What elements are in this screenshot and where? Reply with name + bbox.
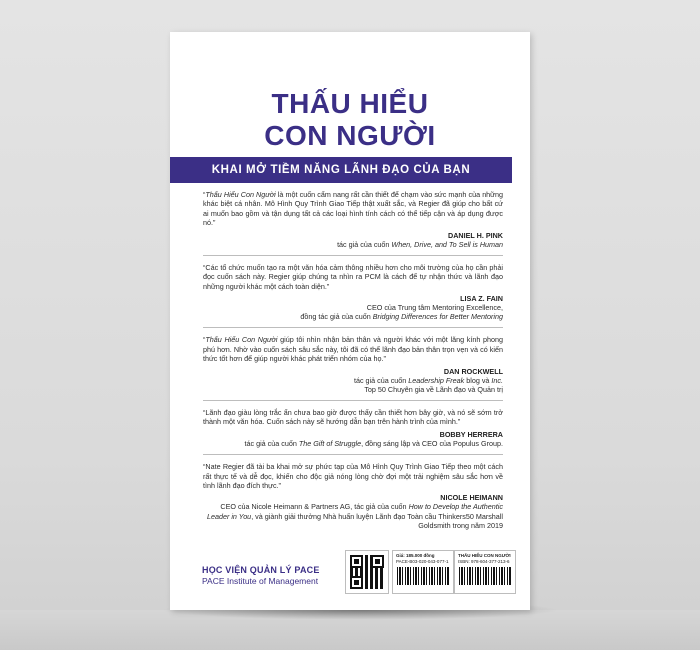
- endorsement-author: DANIEL H. PINK: [448, 230, 503, 240]
- barcode-bars: [459, 567, 511, 585]
- publisher-name-en: PACE Institute of Management: [202, 576, 319, 586]
- book-back-cover: [170, 32, 530, 610]
- endorsement-author: DAN ROCKWELL: [443, 366, 503, 376]
- isbn-barcode: [454, 550, 516, 594]
- barcode-bars: [397, 567, 449, 585]
- endorsement: [203, 408, 503, 448]
- endorsement-author-desc: tác giả của cuốn The Gift of Struggle, đồng sáng lập và CEO của Populus Group.: [244, 438, 503, 448]
- endorsement-author-desc: CEO của Trung tâm Mentoring Excellence, đồng tác giả của cuốn Bridging Differences for Better Mentoring: [300, 303, 503, 322]
- endorsement-quote: “Thấu Hiểu Con Người là một cuốn cẩm nang rất cần thiết để chạm vào sức mạnh của những khác biệt cá nhân. Mô Hình Quy Trình Giao Tiếp thật xuất sắc, và Regier đã giúp cho bất cứ ai muốn bao gồm và tận dụng tất cả các loại hình tính cách có thể tiếp cận và áp dụng được nó.”: [203, 190, 503, 228]
- barcode-price: Giá: 185.000 đồng: [396, 553, 435, 558]
- endorsement-author-desc: CEO của Nicole Heimann & Partners AG, tác giả của cuốn How to Develop the Authentic Leader in You, và giành giải thưởng Nhà huấn luyện Lãnh đạo Toàn cầu Thinkers50 Marshall Goldsmith trong năm 2019: [206, 502, 503, 530]
- endorsement-quote: “Thấu Hiểu Con Người giúp tôi nhìn nhận bản thân và người khác với một lăng kính phong phú hơn. Nhờ vào cuốn sách sâu sắc này, tôi đã có thể lãnh đạo bản thân trọn vẹn và có kiến thức tốt hơn để giúp người khác phát triển nhóm của họ.”: [203, 335, 503, 364]
- endorsement-quote: “Lãnh đạo giàu lòng trắc ẩn chưa bao giờ được thấy cần thiết hơn bây giờ, và nó sẽ sớm trở thành một văn hóa. Cuốn sách này sẽ hướng dẫn bạn trên hành trình của mình.”: [203, 408, 503, 427]
- endorsement-author: BOBBY HERRERA: [439, 429, 503, 439]
- qr-code-icon: [345, 550, 389, 594]
- endorsement-author-desc: tác giả của cuốn When, Drive, and To Sell is Human: [337, 239, 503, 249]
- divider: [203, 454, 503, 455]
- endorsement: [203, 335, 503, 394]
- endorsements: [203, 190, 503, 530]
- divider: [203, 255, 503, 256]
- price-barcode: [392, 550, 454, 594]
- divider: [203, 327, 503, 328]
- book-title-line-1: THẤU HIỂU: [271, 88, 429, 119]
- endorsement: [203, 190, 503, 249]
- barcode-isbn: ISBN: 978-604-377-213-6: [458, 558, 510, 564]
- book-title-line-2: CON NGƯỜI: [264, 120, 436, 151]
- endorsement: [203, 462, 503, 530]
- endorsement-author: LISA Z. FAIN: [460, 294, 503, 304]
- endorsement-author-desc: tác giả của cuốn Leadership Freak blog và Inc. Top 50 Chuyên gia về Lãnh đạo và Quản trị: [353, 375, 503, 394]
- barcode-title: THẤU HIỂU CON NGƯỜI: [458, 553, 511, 558]
- publisher-logo: [202, 565, 320, 586]
- barcode-code: PACE-B03-020-043-077-1: [396, 558, 449, 564]
- publisher-name-vn: HỌC VIỆN QUẢN LÝ PACE: [202, 565, 320, 575]
- endorsement: [203, 263, 503, 322]
- endorsement-author: NICOLE HEIMANN: [440, 493, 503, 503]
- endorsement-quote: “Nate Regier đã tài ba khai mở sự phức tạp của Mô Hình Quy Trình Giao Tiếp theo một cách rất thực tế và dễ đọc, khiến cho độc giả nóng lòng chờ đợi một trải nghiệm sâu sắc hơn về tình lãnh đạo đích thực.”: [203, 462, 503, 490]
- endorsement-quote: “Các tổ chức muốn tạo ra một văn hóa cảm thông nhiều hơn cho môi trường của họ cần phải đọc cuốn sách này. Regier giúp chúng ta nhìn ra PCM là cách để tự nhận thức và lãnh đạo những người khác một cách toàn diện.”: [203, 262, 503, 291]
- tagline-band: KHAI MỞ TIỀM NĂNG LÃNH ĐẠO CỦA BẠN: [170, 157, 512, 183]
- divider: [203, 400, 503, 401]
